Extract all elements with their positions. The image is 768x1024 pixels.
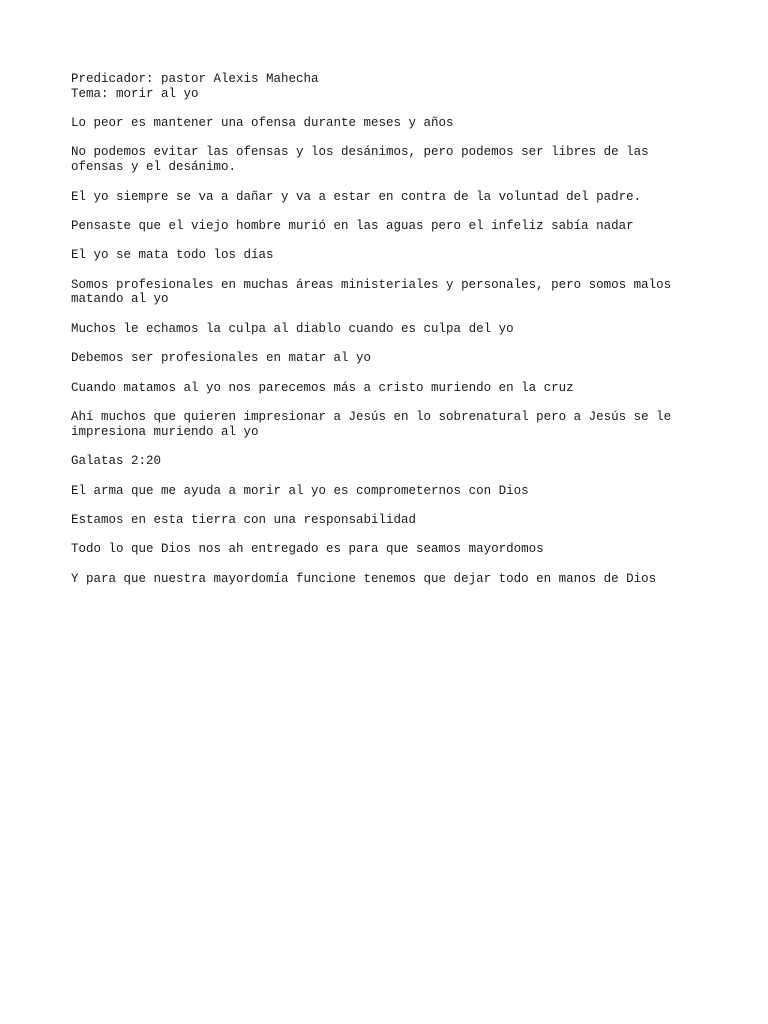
- paragraph: Todo lo que Dios nos ah entregado es para que seamos mayordomos: [71, 542, 544, 557]
- paragraph: No podemos evitar las ofensas y los desánimos, pero podemos ser libres de las ofensas y el desánimo.: [71, 145, 649, 175]
- document-header: [71, 72, 711, 101]
- paragraph: Estamos en esta tierra con una responsabilidad: [71, 512, 417, 527]
- paragraph: El yo siempre se va a dañar y va a estar en contra de la voluntad del padre.: [71, 189, 642, 204]
- paragraph: Y para que nuestra mayordomía funcione tenemos que dejar todo en manos de Dios: [71, 571, 657, 586]
- topic-line: Tema: morir al yo: [71, 86, 199, 101]
- paragraph: Lo peor es mantener una ofensa durante meses y años: [71, 116, 454, 131]
- paragraph: Muchos le echamos la culpa al diablo cuando es culpa del yo: [71, 321, 514, 336]
- paragraph: El arma que me ayuda a morir al yo es comprometernos con Dios: [71, 483, 529, 498]
- scripture-reference: Galatas 2:20: [71, 454, 162, 469]
- paragraph: Pensaste que el viejo hombre murió en las aguas pero el infeliz sabía nadar: [71, 218, 634, 233]
- paragraph: El yo se mata todo los días: [71, 248, 274, 263]
- paragraph: Somos profesionales en muchas áreas ministeriales y personales, pero somos malos matando al yo: [71, 277, 672, 307]
- document-page: [71, 72, 711, 586]
- paragraph: Ahí muchos que quieren impresionar a Jesús en lo sobrenatural pero a Jesús se le impresiona muriendo al yo: [71, 410, 672, 439]
- paragraph: Debemos ser profesionales en matar al yo: [71, 351, 372, 366]
- paragraph: Cuando matamos al yo nos parecemos más a cristo muriendo en la cruz: [71, 380, 574, 395]
- preacher-line: Predicador: pastor Alexis Mahecha: [71, 72, 319, 86]
